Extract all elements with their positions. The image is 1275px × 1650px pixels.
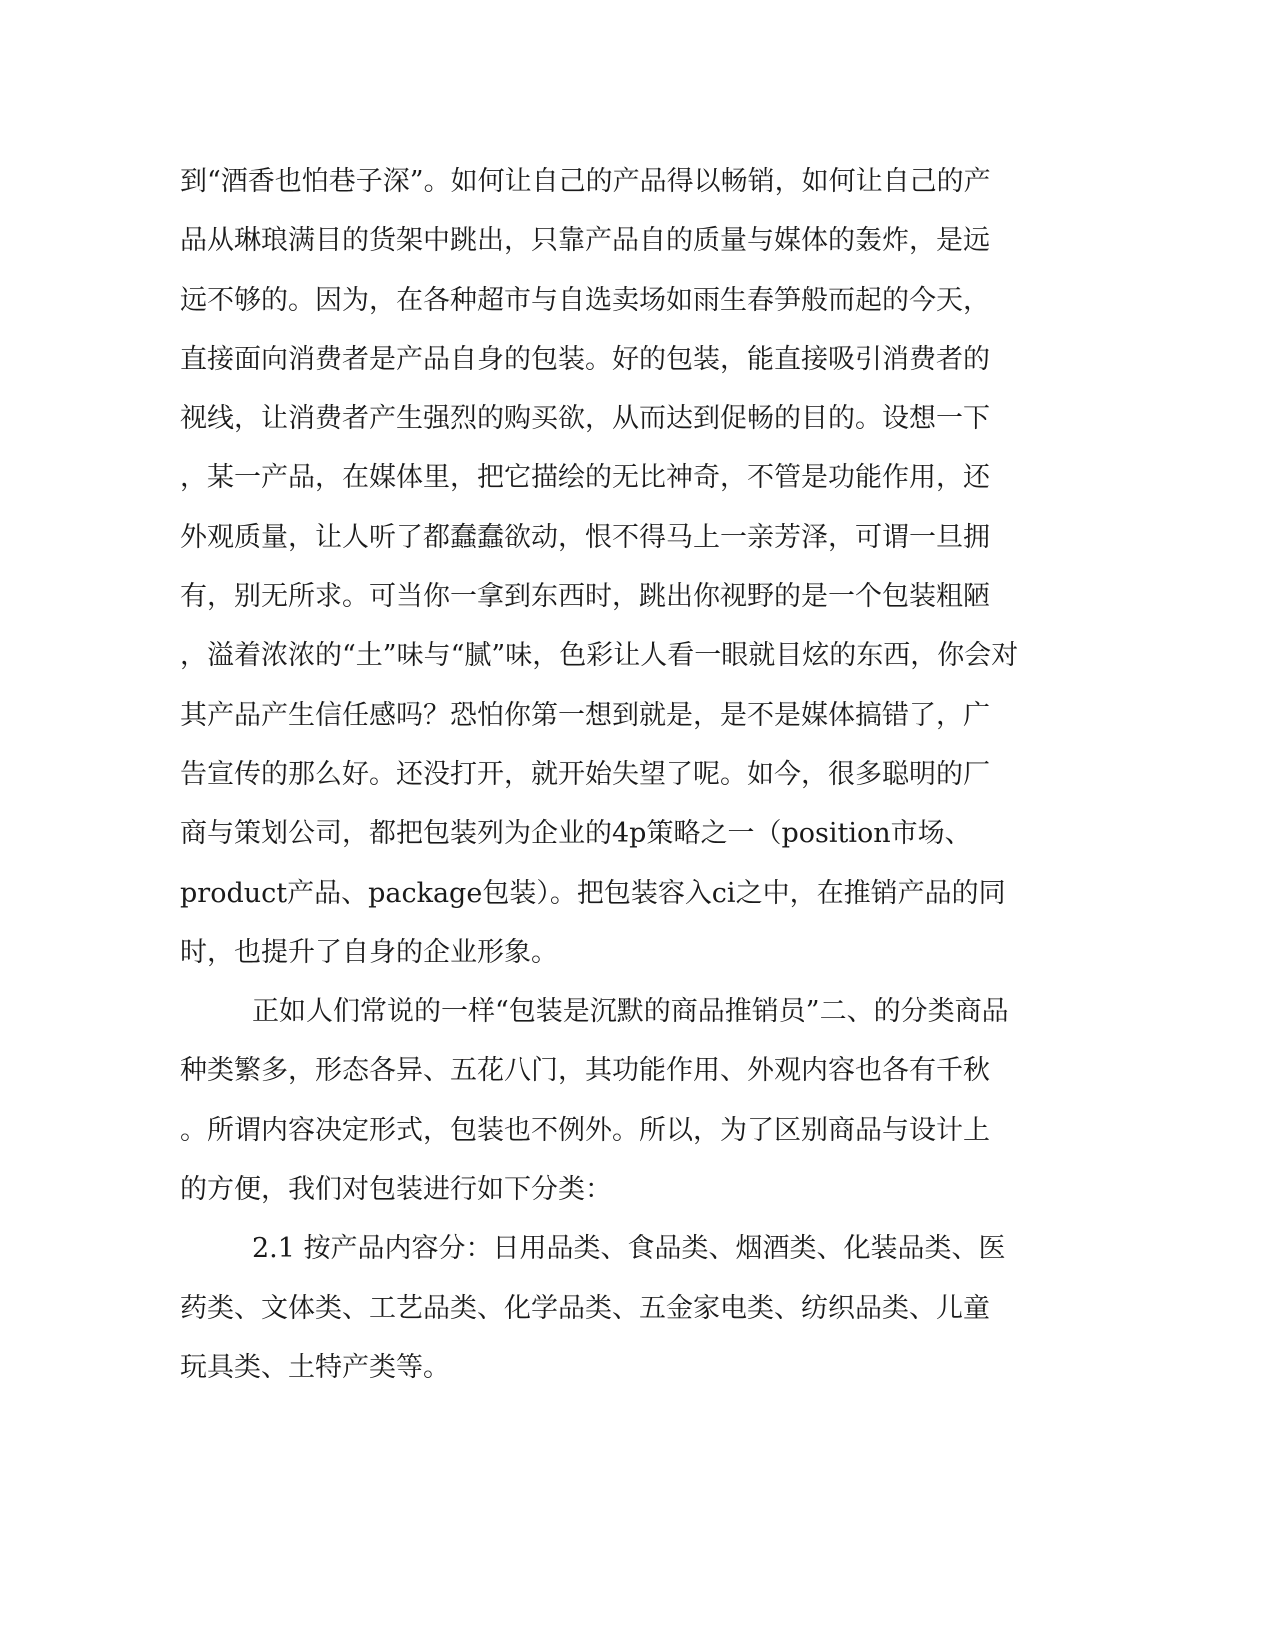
paragraph-1 <box>180 152 1060 982</box>
text-line: product产品、package包装）。把包装容入ci之中，在推销产品的同 <box>180 877 1006 909</box>
text-line: 有，别无所求。可当你一拿到东西时，跳出你视野的是一个包装粗陋 <box>180 581 990 613</box>
text-line: ，某一产品，在媒体里，把它描绘的无比神奇，不管是功能作用，还 <box>180 462 990 494</box>
document-body <box>180 152 1060 1397</box>
text-line: 直接面向消费者是产品自身的包装。好的包装，能直接吸引消费者的 <box>180 343 990 375</box>
text-line: ，溢着浓浓的“土”味与“腻”味，色彩让人看一眼就目炫的东西，你会对 <box>180 640 1019 672</box>
text-line: 玩具类、土特产类等。 <box>180 1351 450 1383</box>
text-line: 种类繁多，形态各异、五花八门，其功能作用、外观内容也各有千秋 <box>180 1055 990 1087</box>
text-line: 正如人们常说的一样“包装是沉默的商品推销员”二、的分类商品 <box>252 996 1009 1028</box>
text-line: 的方便，我们对包装进行如下分类： <box>180 1174 612 1206</box>
paragraph-2 <box>180 982 1060 1219</box>
text-line: 2.1 按产品内容分：日用品类、食品类、烟酒类、化装品类、医 <box>252 1233 1006 1265</box>
text-line: 时，也提升了自身的企业形象。 <box>180 936 558 968</box>
text-line: 商与策划公司，都把包装列为企业的4p策略之一（position市场、 <box>180 818 972 850</box>
text-line: 到“酒香也怕巷子深”。如何让自己的产品得以畅销，如何让自己的产 <box>180 166 991 197</box>
text-line: 远不够的。因为，在各种超市与自选卖场如雨生春笋般而起的今天， <box>180 284 990 316</box>
paragraph-3 <box>180 1219 1060 1397</box>
text-line: 视线，让消费者产生强烈的购买欲，从而达到促畅的目的。设想一下 <box>180 403 990 435</box>
text-line: 品从琳琅满目的货架中跳出，只靠产品自的质量与媒体的轰炸，是远 <box>180 225 990 257</box>
text-line: 告宣传的那么好。还没打开，就开始失望了呢。如今，很多聪明的厂 <box>180 758 990 790</box>
text-line: 其产品产生信任感吗？恐怕你第一想到就是，是不是媒体搞错了，广 <box>180 699 990 731</box>
text-line: 。所谓内容决定形式，包装也不例外。所以，为了区别商品与设计上 <box>180 1114 990 1146</box>
text-line: 外观质量，让人听了都蠢蠢欲动，恨不得马上一亲芳泽，可谓一旦拥 <box>180 521 990 553</box>
text-line: 药类、文体类、工艺品类、化学品类、五金家电类、纺织品类、儿童 <box>180 1292 990 1324</box>
